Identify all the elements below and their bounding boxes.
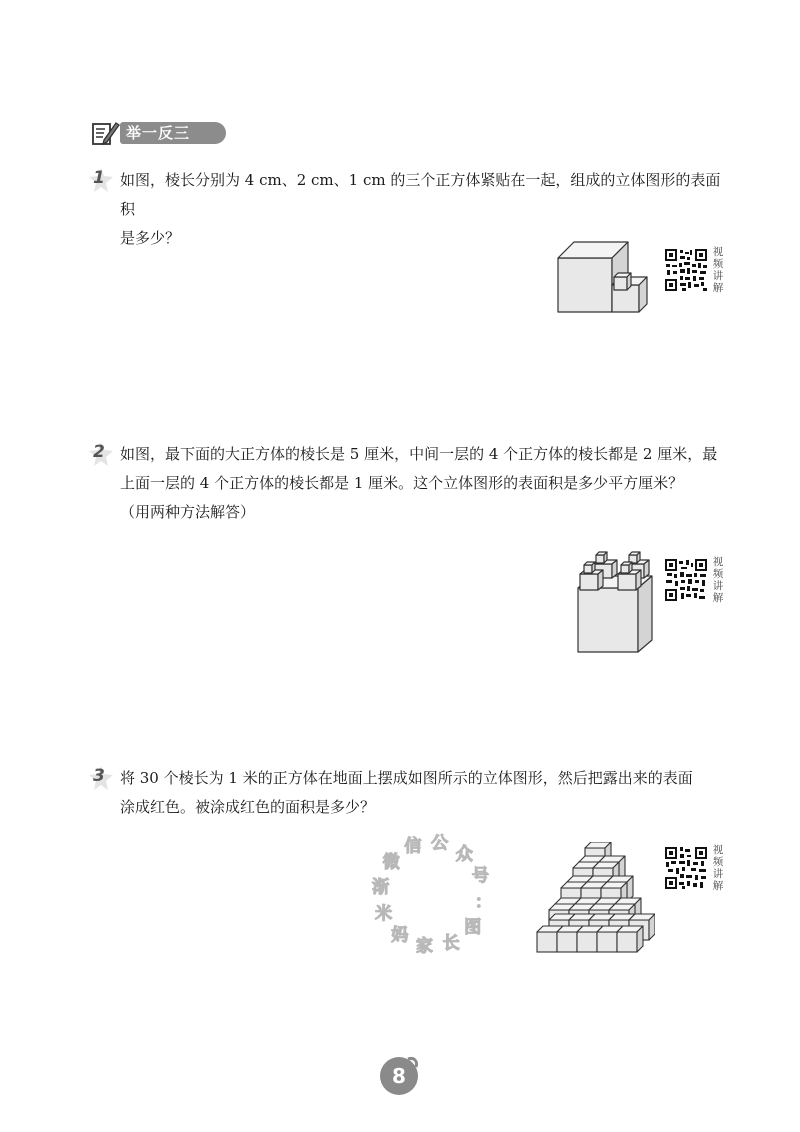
section-header bbox=[90, 118, 230, 148]
problem-line: 涂成红色。被涂成红色的面积是多少？ bbox=[120, 798, 376, 816]
problem-line: 上面一层的 4 个正方体的棱长都是 1 厘米。这个立体图形的表面积是多少平方厘米？ bbox=[120, 474, 684, 492]
problem-text bbox=[120, 764, 730, 822]
pencil-notebook-icon bbox=[90, 118, 120, 148]
watermark-char: 家 bbox=[415, 936, 433, 957]
watermark-char: 妈 bbox=[391, 925, 409, 946]
qr-code-icon[interactable] bbox=[664, 248, 708, 292]
problem-line: 将 30 个棱长为 1 米的正方体在地面上摆成如图所示的立体图形，然后把露出来的表面 bbox=[120, 769, 693, 787]
video-explanation-label: 视 频 讲 解 bbox=[712, 556, 724, 604]
watermark-char: 微 bbox=[382, 852, 400, 873]
problem-number: 1 bbox=[93, 168, 105, 188]
stacked-cubes-figure bbox=[574, 550, 656, 656]
page-number: 8 bbox=[392, 1064, 406, 1088]
section-title: 举一反三 bbox=[120, 122, 226, 144]
cube-pyramid-figure bbox=[535, 842, 655, 954]
problem-line: 是多少？ bbox=[120, 229, 181, 247]
video-explanation-label: 视 频 讲 解 bbox=[712, 844, 724, 892]
watermark-stamp bbox=[365, 827, 500, 962]
watermark-char: 渐 bbox=[372, 877, 390, 898]
cube bbox=[617, 926, 643, 952]
watermark-char: 号 bbox=[471, 865, 489, 886]
three-cubes-figure bbox=[556, 240, 652, 316]
problem-number: 3 bbox=[93, 766, 105, 786]
problem-text bbox=[120, 440, 735, 527]
page-number-badge bbox=[378, 1055, 420, 1097]
qr-code-icon[interactable] bbox=[664, 846, 708, 890]
problem-number: 2 bbox=[93, 442, 105, 462]
problem-number-badge bbox=[88, 441, 114, 467]
watermark-char: 信 bbox=[404, 836, 422, 857]
qr-code-icon[interactable] bbox=[664, 558, 708, 602]
problem-line: （用两种方法解答） bbox=[120, 503, 256, 521]
problem-number-badge bbox=[88, 765, 114, 791]
problem-number-badge bbox=[88, 167, 114, 193]
watermark-char: 米 bbox=[375, 904, 393, 925]
watermark-char: 长 bbox=[442, 933, 460, 954]
watermark-char: 公 bbox=[431, 833, 449, 854]
video-explanation-label: 视 频 讲 解 bbox=[712, 246, 724, 294]
problem-line: 如图，棱长分别为 4 cm、2 cm、1 cm 的三个正方体紧贴在一起，组成的立体图形的表面积 bbox=[120, 171, 721, 218]
problem-line: 如图，最下面的大正方体的棱长是 5 厘米，中间一层的 4 个正方体的棱长都是 2 厘米，最 bbox=[120, 445, 718, 463]
watermark-char: 图 bbox=[464, 917, 482, 938]
watermark-char: 众 bbox=[455, 844, 473, 865]
watermark-char: ： bbox=[474, 892, 492, 913]
